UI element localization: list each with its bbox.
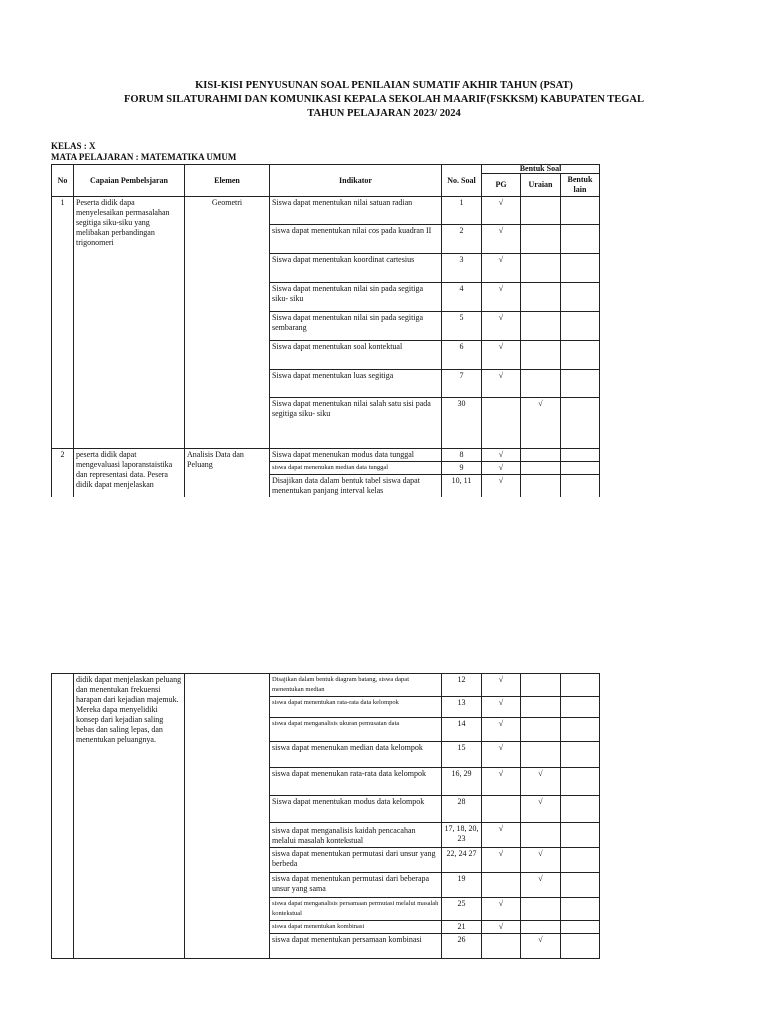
indikator-cell: siswa dapat menentukan kombinasi (270, 921, 442, 934)
table-row (52, 197, 600, 225)
indikator-cell: siswa dapat menganalisis kaidah pencacahan melalui masalah kontekstual (270, 823, 442, 848)
no-soal-cell: 13 (442, 697, 482, 718)
indikator-cell: Siswa dapat menentukan nilai satuan radian (270, 197, 442, 225)
pg-check (482, 398, 521, 449)
uraian-check (521, 341, 561, 370)
lain-check (561, 873, 600, 898)
no-soal-cell: 4 (442, 283, 482, 312)
no-soal-cell: 2 (442, 225, 482, 254)
uraian-check (521, 449, 561, 462)
pg-check: √ (482, 921, 521, 934)
uraian-check (521, 254, 561, 283)
uraian-check (521, 283, 561, 312)
lain-check (561, 848, 600, 873)
uraian-check (521, 718, 561, 742)
pg-check: √ (482, 197, 521, 225)
lain-check (561, 254, 600, 283)
pg-check: √ (482, 768, 521, 796)
pg-check: √ (482, 283, 521, 312)
section-2-elemen: Analisis Data dan Peluang (185, 449, 270, 498)
no-soal-cell: 30 (442, 398, 482, 449)
uraian-check: √ (521, 848, 561, 873)
section-2-capaian-top: peserta didik dapat mengevaluasi laporanstaistika dan representasi data. Pesera didik dapat menjelaskan (74, 449, 185, 498)
uraian-check (521, 674, 561, 697)
pg-check (482, 796, 521, 823)
pg-check: √ (482, 674, 521, 697)
lain-check (561, 398, 600, 449)
lain-check (561, 742, 600, 768)
uraian-check (521, 921, 561, 934)
header-elemen: Elemen (185, 165, 270, 197)
no-soal-cell: 3 (442, 254, 482, 283)
no-soal-cell: 22, 24 27 (442, 848, 482, 873)
section-2-elemen-continued (185, 674, 270, 959)
lain-check (561, 934, 600, 959)
header-capaian: Capaian Pembelsjaran (74, 165, 185, 197)
no-soal-cell: 15 (442, 742, 482, 768)
pg-check: √ (482, 312, 521, 341)
kisi-kisi-table-bottom (51, 673, 600, 959)
pg-check: √ (482, 225, 521, 254)
indikator-cell: Siswa dapat menentukan modus data kelompok (270, 796, 442, 823)
indikator-cell: Siswa dapat menenukan modus data tunggal (270, 449, 442, 462)
section-1-capaian: Peserta didik dapa menyelesaikan permasalahan segitiga siku-siku yang melibakan perbandingan trigonomeri (74, 197, 185, 449)
uraian-check (521, 462, 561, 475)
section-2-no: 2 (52, 449, 74, 498)
lain-check (561, 898, 600, 921)
pg-check: √ (482, 370, 521, 398)
lain-check (561, 823, 600, 848)
indikator-cell: siswa dapat menenukan rata-rata data kelompok (270, 768, 442, 796)
header-pg: PG (482, 174, 521, 197)
pg-check: √ (482, 254, 521, 283)
indikator-cell: siswa dapat menenukan median data tunggal (270, 462, 442, 475)
pg-check: √ (482, 449, 521, 462)
section-2-capaian-bottom: didik dapat menjelaskan peluang dan menentukan frekuensi harapan dari kejadian majemuk. Mereka dapa menyelidiki konsep dari kejadian saling bebas dan saling lepas, dan menentukan peluangnya. (74, 674, 185, 959)
indikator-cell: Disajikan data dalam bentuk tabel siswa dapat menentukan panjang interval kelas (270, 475, 442, 498)
table-row (52, 674, 600, 697)
indikator-cell: Disajikan dalam bentuk diagram batang, siswa dapat menentukan median (270, 674, 442, 697)
indikator-cell: Siswa dapat menentukan nilai sin pada segitiga siku- siku (270, 283, 442, 312)
indikator-cell: Siswa dapat menentukan koordinat cartesius (270, 254, 442, 283)
pg-check: √ (482, 462, 521, 475)
no-soal-cell: 1 (442, 197, 482, 225)
lain-check (561, 768, 600, 796)
kelas-label: KELAS : X (51, 141, 96, 151)
uraian-check (521, 898, 561, 921)
section-1-elemen: Geometri (185, 197, 270, 449)
no-soal-cell: 28 (442, 796, 482, 823)
lain-check (561, 449, 600, 462)
uraian-check: √ (521, 398, 561, 449)
indikator-cell: siswa dapat menganalisis ukuran pemusatan data (270, 718, 442, 742)
lain-check (561, 370, 600, 398)
no-soal-cell: 8 (442, 449, 482, 462)
lain-check (561, 718, 600, 742)
header-no-soal: No. Soal (442, 165, 482, 197)
indikator-cell: siswa dapat menentukan nilai cos pada kuadran II (270, 225, 442, 254)
indikator-cell: siswa dapat menganalisis persamaan permutasi melalui masalah kontekstual (270, 898, 442, 921)
indikator-cell: siswa dapat menentukan permutasi dari unsur yang berbeda (270, 848, 442, 873)
indikator-cell: siswa dapat menentukan rata-rata data kelompok (270, 697, 442, 718)
indikator-cell: siswa dapat menentukan persamaan kombinasi (270, 934, 442, 959)
header-bentuk-soal: Bentuk Soal (482, 165, 600, 174)
header-bentuk-lain: Bentuk lain (561, 174, 600, 197)
indikator-cell: Siswa dapat menentukan luas segitiga (270, 370, 442, 398)
no-soal-cell: 26 (442, 934, 482, 959)
doc-title-line-1: KISI-KISI PENYUSUNAN SOAL PENILAIAN SUMATIF AKHIR TAHUN (PSAT) (195, 80, 573, 91)
doc-title-line-2: FORUM SILATURAHMI DAN KOMUNIKASI KEPALA SEKOLAH MAARIF(FSKKSM) KABUPATEN TEGAL (124, 94, 644, 105)
no-soal-cell: 14 (442, 718, 482, 742)
header-uraian: Uraian (521, 174, 561, 197)
section-1-no: 1 (52, 197, 74, 449)
no-soal-cell: 5 (442, 312, 482, 341)
uraian-check (521, 312, 561, 341)
lain-check (561, 225, 600, 254)
uraian-check (521, 197, 561, 225)
no-soal-cell: 16, 29 (442, 768, 482, 796)
no-soal-cell: 25 (442, 898, 482, 921)
pg-check: √ (482, 823, 521, 848)
lain-check (561, 697, 600, 718)
uraian-check: √ (521, 768, 561, 796)
pg-check: √ (482, 848, 521, 873)
no-soal-cell: 7 (442, 370, 482, 398)
pg-check: √ (482, 697, 521, 718)
indikator-cell: siswa dapat menentukan permutasi dari beberapa unsur yang sama (270, 873, 442, 898)
pg-check: √ (482, 718, 521, 742)
lain-check (561, 197, 600, 225)
lain-check (561, 475, 600, 498)
indikator-cell: Siswa dapat menentukan nilai salah satu sisi pada segitiga siku- siku (270, 398, 442, 449)
lain-check (561, 921, 600, 934)
lain-check (561, 341, 600, 370)
pg-check: √ (482, 475, 521, 498)
uraian-check (521, 742, 561, 768)
header-no: No (52, 165, 74, 197)
indikator-cell: siswa dapat menenukan median data kelompok (270, 742, 442, 768)
lain-check (561, 462, 600, 475)
doc-title-line-3: TAHUN PELAJARAN 2023/ 2024 (307, 108, 461, 119)
header-indikator: Indikator (270, 165, 442, 197)
lain-check (561, 283, 600, 312)
uraian-check (521, 225, 561, 254)
no-soal-cell: 10, 11 (442, 475, 482, 498)
uraian-check (521, 475, 561, 498)
lain-check (561, 796, 600, 823)
uraian-check: √ (521, 796, 561, 823)
pg-check: √ (482, 341, 521, 370)
lain-check (561, 674, 600, 697)
pg-check (482, 934, 521, 959)
uraian-check (521, 370, 561, 398)
pg-check (482, 873, 521, 898)
indikator-cell: Siswa dapat menentukan soal kontektual (270, 341, 442, 370)
mata-pelajaran-label: MATA PELAJARAN : MATEMATIKA UMUM (51, 152, 237, 162)
uraian-check: √ (521, 873, 561, 898)
no-soal-cell: 9 (442, 462, 482, 475)
no-soal-cell: 6 (442, 341, 482, 370)
pg-check: √ (482, 898, 521, 921)
pg-check: √ (482, 742, 521, 768)
no-soal-cell: 19 (442, 873, 482, 898)
no-soal-cell: 17, 18, 20, 23 (442, 823, 482, 848)
section-2-no-continued (52, 674, 74, 959)
uraian-check (521, 697, 561, 718)
kisi-kisi-table-top (51, 164, 600, 497)
table-page-1 (0, 164, 768, 497)
no-soal-cell: 21 (442, 921, 482, 934)
uraian-check: √ (521, 934, 561, 959)
lain-check (561, 312, 600, 341)
uraian-check (521, 823, 561, 848)
table-row (52, 449, 600, 462)
indikator-cell: Siswa dapat menentukan nilai sin pada segitiga sembarang (270, 312, 442, 341)
no-soal-cell: 12 (442, 674, 482, 697)
